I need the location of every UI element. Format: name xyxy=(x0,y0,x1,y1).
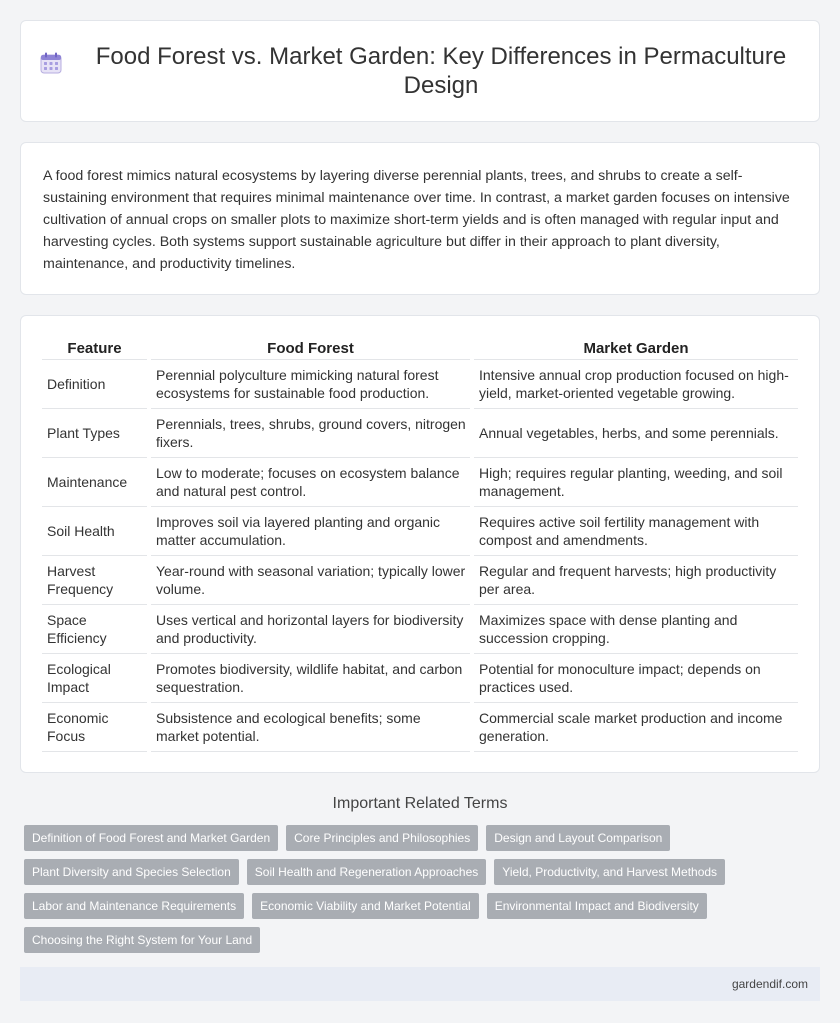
row-food-forest: Promotes biodiversity, wildlife habitat, and carbon sequestration. xyxy=(151,654,470,703)
related-tag[interactable]: Plant Diversity and Species Selection xyxy=(24,859,239,885)
table-row xyxy=(42,556,798,605)
calendar-icon xyxy=(40,52,62,74)
related-tag[interactable]: Definition of Food Forest and Market Garden xyxy=(24,825,278,851)
related-tag[interactable]: Environmental Impact and Biodiversity xyxy=(487,893,707,919)
header-card xyxy=(20,20,820,122)
related-tag[interactable]: Choosing the Right System for Your Land xyxy=(24,927,260,953)
row-food-forest: Subsistence and ecological benefits; some market potential. xyxy=(151,703,470,752)
related-tag[interactable]: Core Principles and Philosophies xyxy=(286,825,478,851)
table-row xyxy=(42,409,798,458)
row-feature: Ecological Impact xyxy=(42,654,147,703)
row-feature: Soil Health xyxy=(42,507,147,556)
row-food-forest: Year-round with seasonal variation; typically lower volume. xyxy=(151,556,470,605)
table-row xyxy=(42,507,798,556)
header-food-forest: Food Forest xyxy=(151,334,470,360)
comparison-card xyxy=(20,315,820,773)
row-food-forest: Uses vertical and horizontal layers for biodiversity and productivity. xyxy=(151,605,470,654)
row-market-garden: High; requires regular planting, weeding, and soil management. xyxy=(474,458,798,507)
row-market-garden: Maximizes space with dense planting and succession cropping. xyxy=(474,605,798,654)
row-feature: Economic Focus xyxy=(42,703,147,752)
intro-card xyxy=(20,142,820,295)
table-header-row xyxy=(42,334,798,360)
row-feature: Space Efficiency xyxy=(42,605,147,654)
row-food-forest: Perennial polyculture mimicking natural forest ecosystems for sustainable food production. xyxy=(151,360,470,409)
table-row xyxy=(42,458,798,507)
row-food-forest: Low to moderate; focuses on ecosystem balance and natural pest control. xyxy=(151,458,470,507)
related-terms-title: Important Related Terms xyxy=(332,795,508,812)
footer-site-link[interactable]: gardendif.com xyxy=(731,977,808,991)
row-market-garden: Commercial scale market production and income generation. xyxy=(474,703,798,752)
related-tag[interactable]: Design and Layout Comparison xyxy=(486,825,670,851)
related-tag[interactable]: Yield, Productivity, and Harvest Methods xyxy=(494,859,725,885)
row-feature: Plant Types xyxy=(42,409,147,458)
header-feature: Feature xyxy=(42,334,147,360)
intro-paragraph: A food forest mimics natural ecosystems by layering diverse perennial plants, trees, and shrubs to create a self-sustaining environment that requires minimal maintenance over time. In contrast, a market garden focuses on intensive cultivation of annual crops on smaller plots to maximize short-term yields and is often managed with regular input and harvesting cycles. Both systems support sustainable agriculture but differ in their approach to plant diversity, maintenance, and productivity timelines. xyxy=(43,168,790,272)
header-market-garden: Market Garden xyxy=(474,334,798,360)
comparison-table xyxy=(38,334,802,752)
table-row xyxy=(42,703,798,752)
related-tag[interactable]: Soil Health and Regeneration Approaches xyxy=(247,859,487,885)
row-market-garden: Requires active soil fertility management with compost and amendments. xyxy=(474,507,798,556)
related-tag[interactable]: Labor and Maintenance Requirements xyxy=(24,893,244,919)
page-title: Food Forest vs. Market Garden: Key Differences in Permaculture Design xyxy=(95,43,787,99)
row-market-garden: Regular and frequent harvests; high productivity per area. xyxy=(474,556,798,605)
row-market-garden: Intensive annual crop production focused on high-yield, market-oriented vegetable growing. xyxy=(474,360,798,409)
related-tag[interactable]: Economic Viability and Market Potential xyxy=(252,893,479,919)
row-food-forest: Improves soil via layered planting and organic matter accumulation. xyxy=(151,507,470,556)
row-market-garden: Potential for monoculture impact; depends on practices used. xyxy=(474,654,798,703)
related-tags xyxy=(0,825,840,953)
table-row xyxy=(42,654,798,703)
table-row xyxy=(42,360,798,409)
related-terms-section xyxy=(0,795,840,953)
row-food-forest: Perennials, trees, shrubs, ground covers, nitrogen fixers. xyxy=(151,409,470,458)
table-row xyxy=(42,605,798,654)
row-feature: Definition xyxy=(42,360,147,409)
row-feature: Maintenance xyxy=(42,458,147,507)
row-market-garden: Annual vegetables, herbs, and some perennials. xyxy=(474,409,798,458)
footer xyxy=(20,967,820,1001)
row-feature: Harvest Frequency xyxy=(42,556,147,605)
